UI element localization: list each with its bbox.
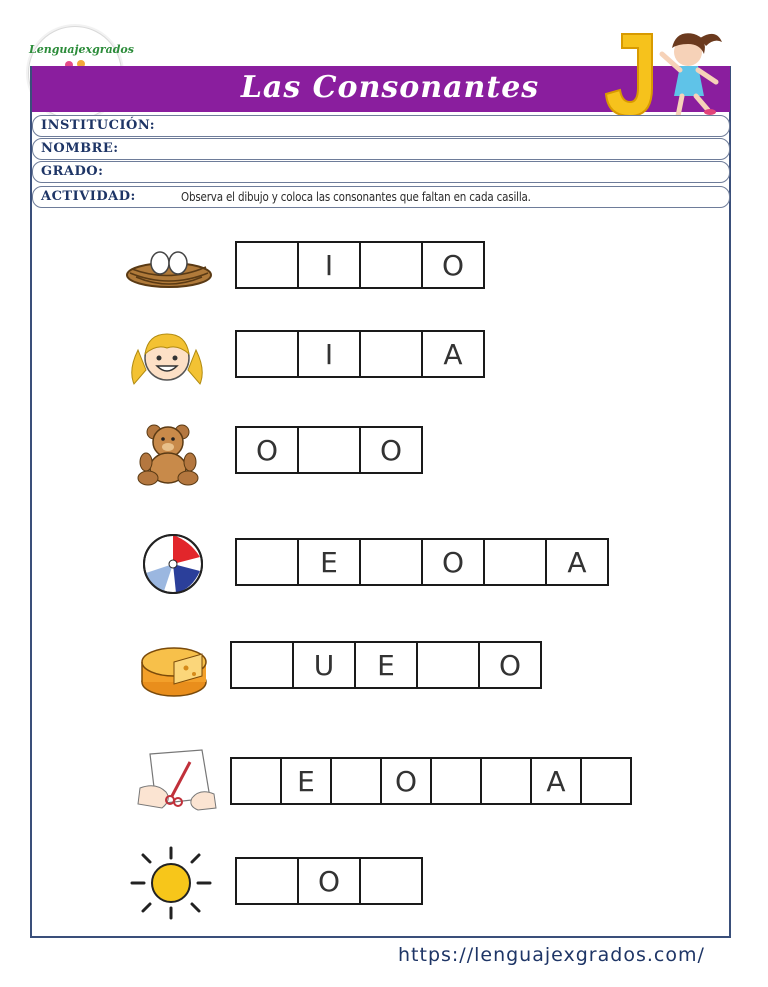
letter-box[interactable] <box>359 538 423 586</box>
letter-box[interactable] <box>230 641 294 689</box>
teddy-bear-icon <box>134 424 206 486</box>
name-label: NOMBRE: <box>41 141 119 156</box>
activity-label: ACTIVIDAD: <box>41 189 136 204</box>
grade-field[interactable] <box>32 161 730 183</box>
letter-box[interactable] <box>330 757 382 805</box>
girl-face-icon <box>128 330 206 386</box>
name-field[interactable] <box>32 138 730 160</box>
letter-box[interactable]: E <box>354 641 418 689</box>
letter-box[interactable] <box>430 757 482 805</box>
letter-box[interactable]: A <box>545 538 609 586</box>
letter-box[interactable]: O <box>421 241 485 289</box>
letter-box[interactable] <box>483 538 547 586</box>
letter-box[interactable]: O <box>421 538 485 586</box>
exercise-row-5 <box>230 641 540 689</box>
letter-box[interactable] <box>580 757 632 805</box>
letter-box[interactable]: O <box>235 426 299 474</box>
letter-box[interactable] <box>230 757 282 805</box>
letter-box[interactable]: A <box>421 330 485 378</box>
logo-brand-text: Lenguajexgrados <box>29 43 134 56</box>
girl-with-letter-j-icon <box>600 24 730 124</box>
activity-field <box>32 186 730 208</box>
letter-box[interactable] <box>297 426 361 474</box>
institution-label: INSTITUCIÓN: <box>41 118 156 133</box>
letter-box[interactable]: I <box>297 330 361 378</box>
scissors-cutting-icon <box>136 748 216 812</box>
sun-icon <box>128 846 214 920</box>
exercise-row-6 <box>230 757 630 805</box>
letter-box[interactable]: O <box>297 857 361 905</box>
exercise-row-2 <box>235 330 483 378</box>
exercise-row-4 <box>235 538 607 586</box>
letter-box[interactable]: E <box>280 757 332 805</box>
letter-box[interactable]: U <box>292 641 356 689</box>
grade-label: GRADO: <box>41 164 104 179</box>
institution-field[interactable] <box>32 115 730 137</box>
website-url[interactable]: https://lenguajexgrados.com/ <box>398 944 705 966</box>
letter-box[interactable] <box>235 330 299 378</box>
letter-box[interactable]: O <box>359 426 423 474</box>
letter-box[interactable]: O <box>478 641 542 689</box>
exercise-row-1 <box>235 241 483 289</box>
letter-box[interactable] <box>480 757 532 805</box>
letter-box[interactable] <box>235 241 299 289</box>
exercise-row-7 <box>235 857 421 905</box>
letter-box[interactable]: I <box>297 241 361 289</box>
activity-instructions: Observa el dibujo y coloca las consonantes que faltan en cada casilla. <box>181 190 531 204</box>
letter-box[interactable] <box>359 857 423 905</box>
exercise-row-3 <box>235 426 421 474</box>
beach-ball-icon <box>140 533 206 595</box>
letter-box[interactable] <box>359 330 423 378</box>
letter-box[interactable] <box>235 857 299 905</box>
letter-box[interactable]: O <box>380 757 432 805</box>
cheese-icon <box>140 640 208 698</box>
nest-icon <box>122 243 216 291</box>
letter-box[interactable] <box>235 538 299 586</box>
letter-box[interactable]: A <box>530 757 582 805</box>
letter-box[interactable] <box>416 641 480 689</box>
letter-box[interactable]: E <box>297 538 361 586</box>
letter-box[interactable] <box>359 241 423 289</box>
page-title: Las Consonantes <box>240 70 540 105</box>
